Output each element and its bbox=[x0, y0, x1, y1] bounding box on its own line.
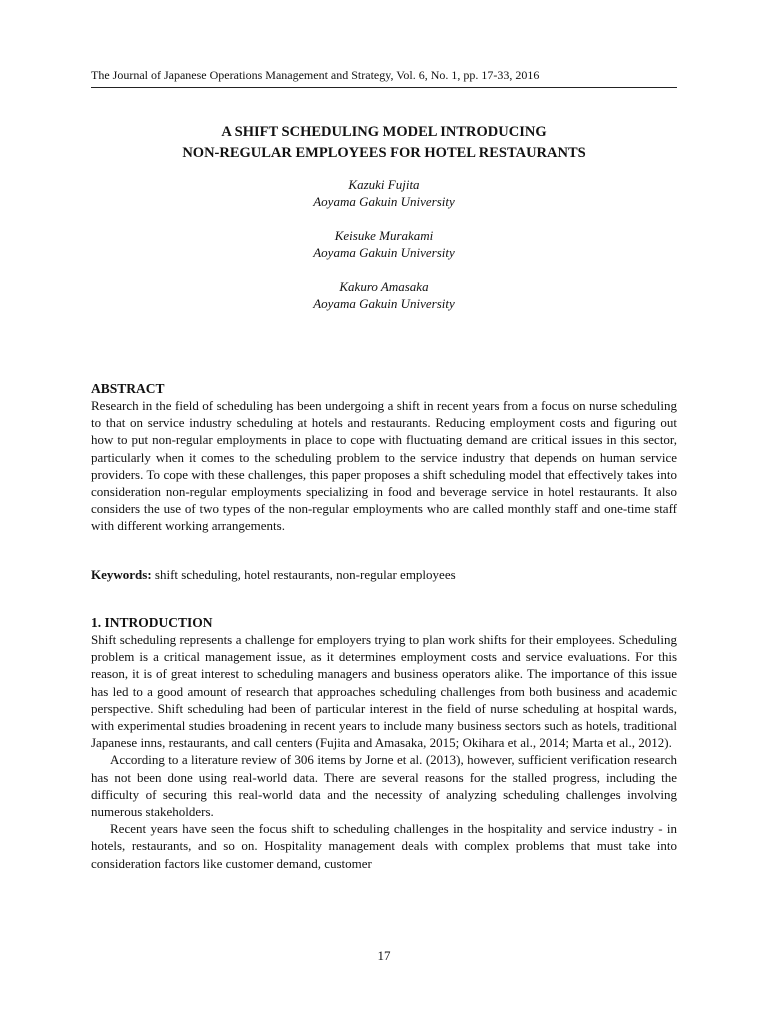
intro-paragraph: Shift scheduling represents a challenge for employers trying to plan work shifts for their employees. Scheduling problem is a critical management issue, as it determines employment costs and service evaluations. For this reason, it is of great interest to scheduling managers and business operators alike. The importance of this issue has led to a good amount of research that approaches scheduling challenges from both business and academic perspective. Shift scheduling had been of particular interest in the field of nurse scheduling at hospital wards, with experimental studies broadening in recent years to include many business sectors such as hotels, traditional Japanese inns, restaurants, and call centers (Fujita and Amasaka, 2015; Okihara et al., 2014; Marta et al., 2012). bbox=[91, 632, 677, 751]
paper-title bbox=[91, 122, 677, 164]
author-affiliation: Aoyama Gakuin University bbox=[313, 194, 455, 209]
author-name: Kakuro Amasaka bbox=[339, 279, 429, 294]
author-affiliation: Aoyama Gakuin University bbox=[313, 296, 455, 311]
running-head: The Journal of Japanese Operations Management and Strategy, Vol. 6, No. 1, pp. 17-33, 2016 bbox=[91, 67, 677, 88]
author-block bbox=[91, 176, 677, 210]
page-number: 17 bbox=[377, 948, 391, 963]
intro-paragraph: According to a literature review of 306 items by Jorne et al. (2013), however, sufficient verification research has not been done using real-world data. There are several reasons for the stalled progress, including the difficulty of securing this real-world data and the necessity of analyzing scheduling challenges involving numerous stakeholders. bbox=[91, 752, 677, 820]
author-affiliation: Aoyama Gakuin University bbox=[313, 245, 455, 260]
title-line-2: NON-REGULAR EMPLOYEES FOR HOTEL RESTAURANTS bbox=[182, 145, 586, 161]
title-line-1: A SHIFT SCHEDULING MODEL INTRODUCING bbox=[221, 124, 547, 140]
keywords-text: shift scheduling, hotel restaurants, non-regular employees bbox=[154, 567, 456, 582]
introduction-section bbox=[91, 614, 677, 872]
abstract-section bbox=[91, 380, 677, 535]
intro-paragraph: Recent years have seen the focus shift to scheduling challenges in the hospitality and service industry - in hotels, restaurants, and so on. Hospitality management deals with complex problems that must take into consideration factors like customer demand, customer bbox=[91, 821, 677, 871]
keywords-label: Keywords: bbox=[91, 567, 152, 582]
introduction-heading: 1. INTRODUCTION bbox=[91, 615, 213, 630]
author-name: Keisuke Murakami bbox=[334, 228, 434, 243]
abstract-text: Research in the field of scheduling has been undergoing a shift in recent years from a focus on nurse scheduling to that on service industry scheduling at hotels and restaurants. Reducing employment costs and figuring out how to put non-regular employments in place to cope with fluctuating demand are critical issues in this sector, particularly when it comes to the scheduling problem to the service industry that depends on human service providers. To cope with these challenges, this paper proposes a shift scheduling model that effectively takes into consideration non-regular employments specializing in food and beverage service in hotel restaurants. It also considers the use of two types of the non-regular employments who are called monthly staff and one-time staff with different working arrangements. bbox=[91, 398, 677, 534]
abstract-heading: ABSTRACT bbox=[91, 381, 165, 396]
author-block bbox=[91, 227, 677, 261]
author-name: Kazuki Fujita bbox=[348, 177, 420, 192]
keywords-line bbox=[91, 566, 677, 583]
author-block bbox=[91, 278, 677, 312]
author-list bbox=[91, 176, 677, 329]
